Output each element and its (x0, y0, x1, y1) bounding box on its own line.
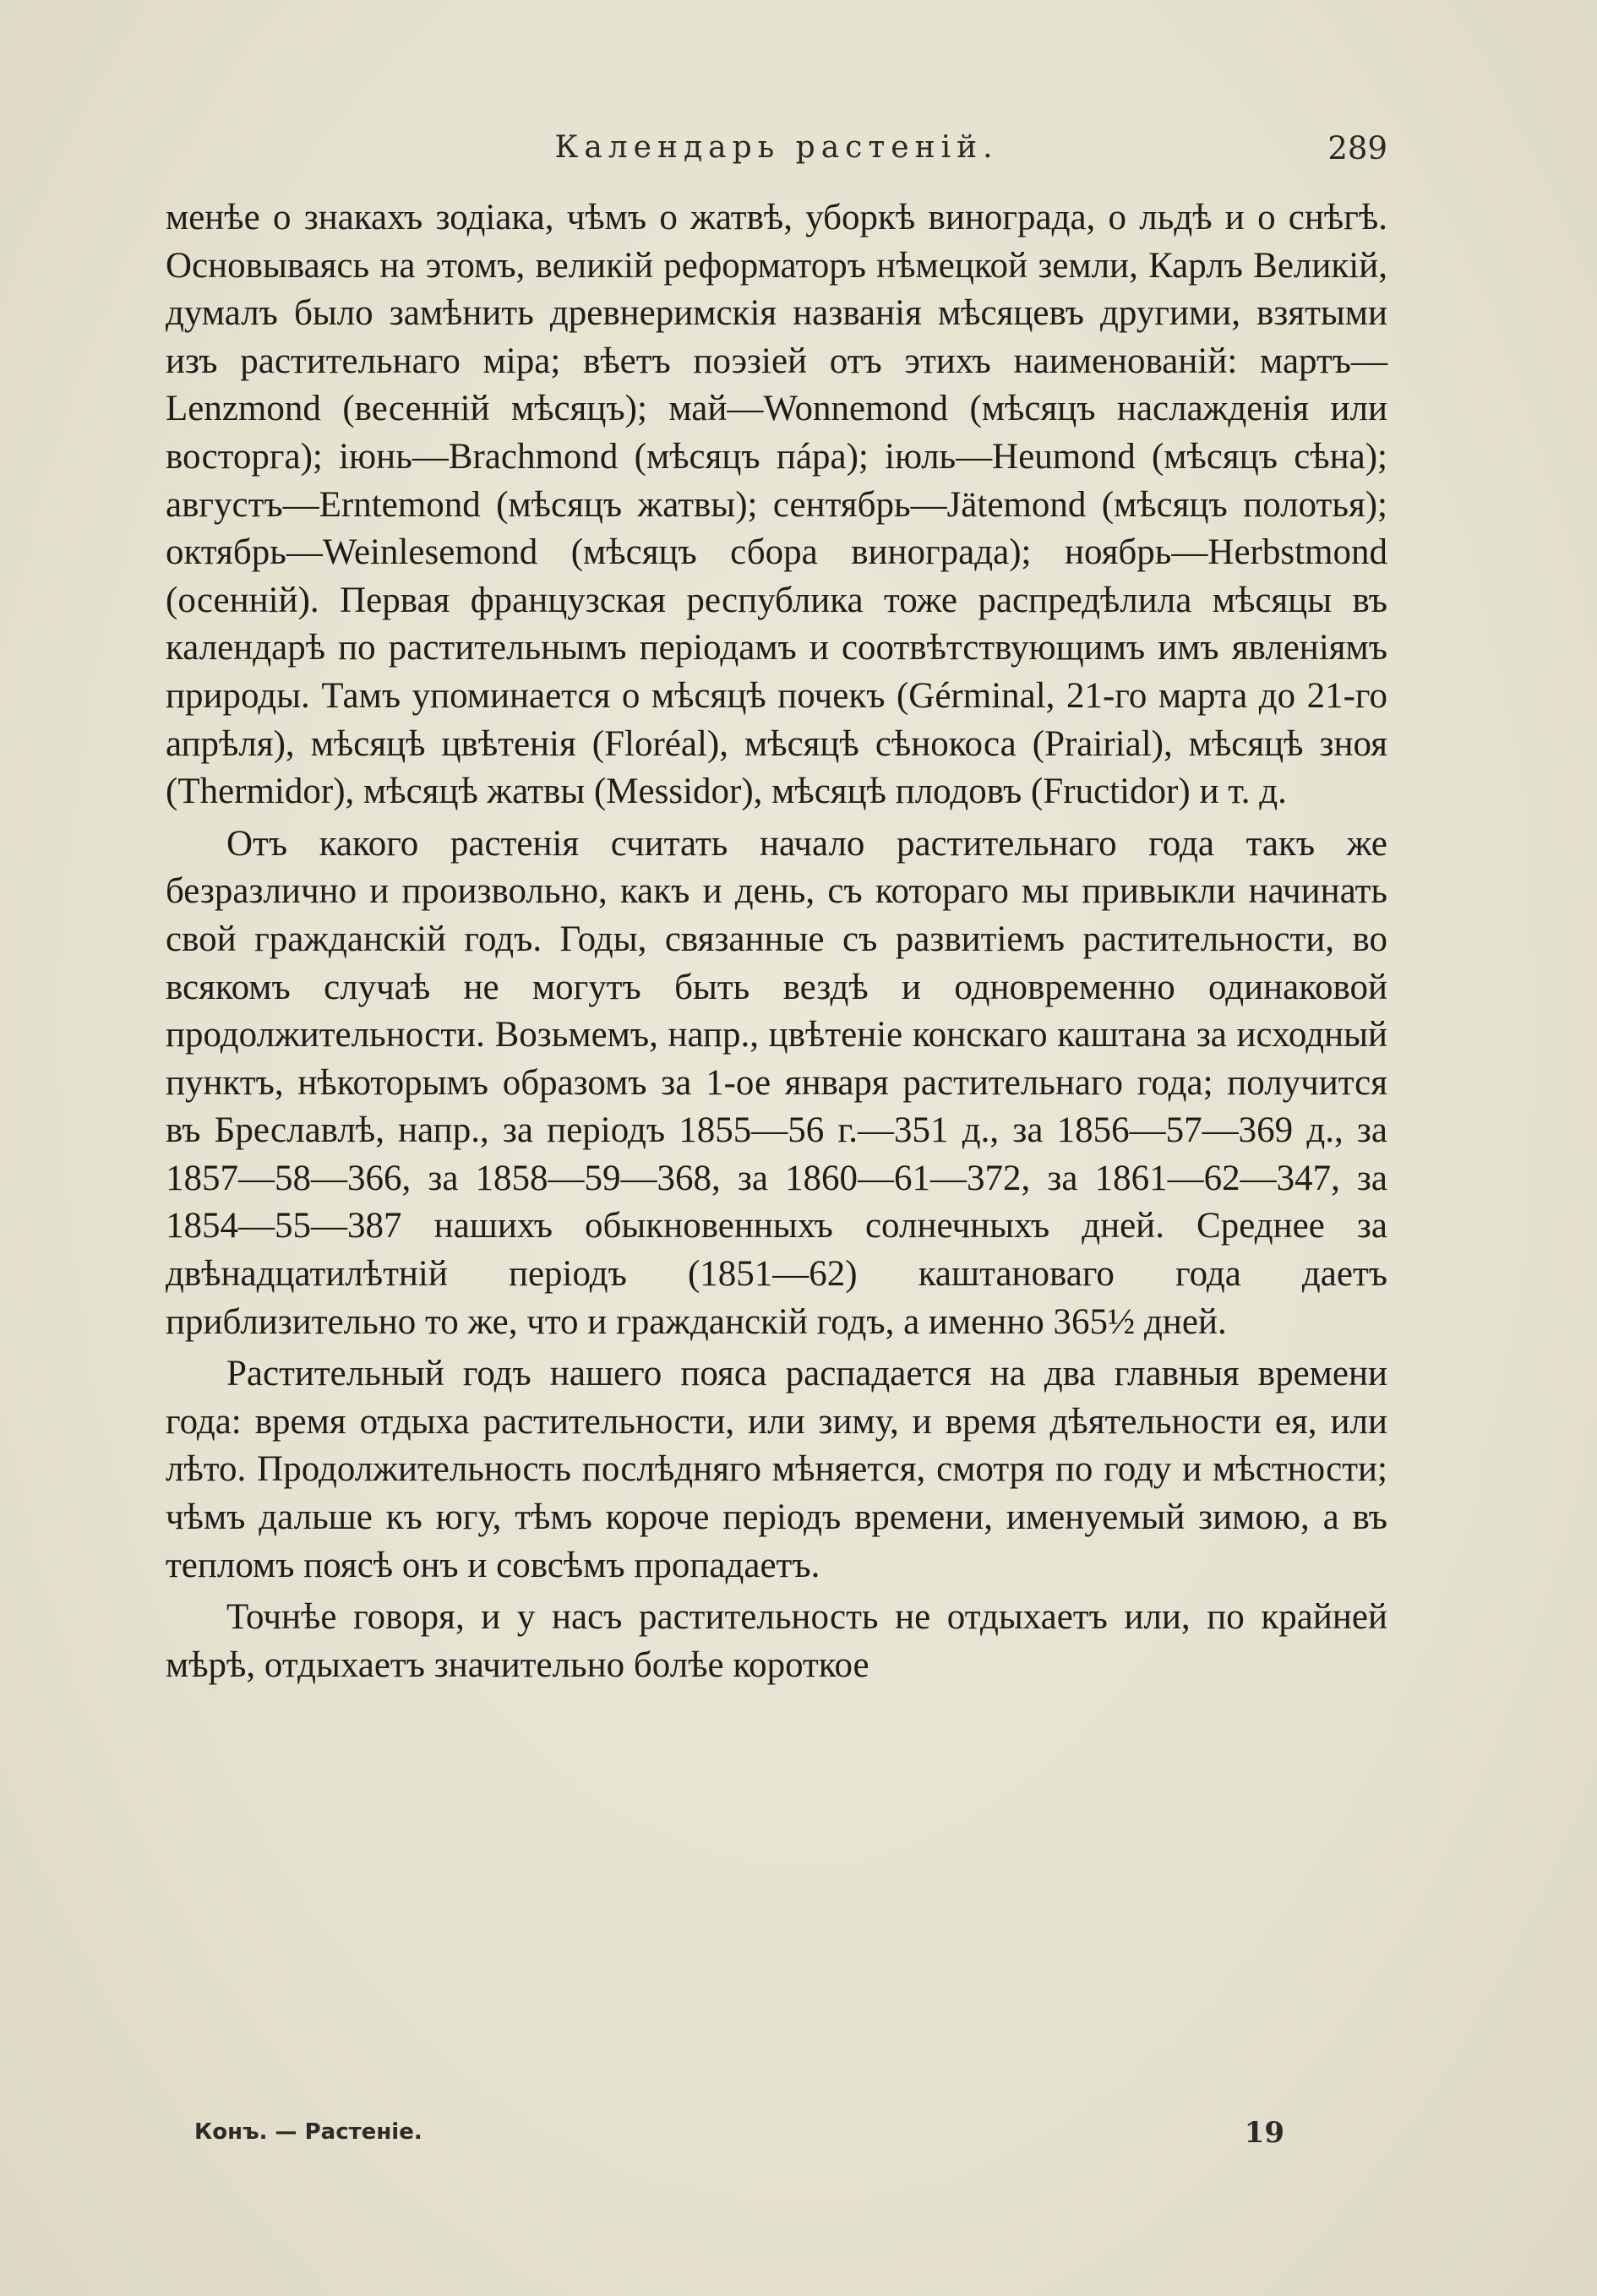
page-number: 289 (1327, 130, 1387, 166)
page-header (166, 127, 1387, 177)
running-title: Календарь растеній. (554, 130, 999, 165)
paragraph: Отъ какого растенія считать начало растительнаго года такъ же безразлично и произвольно, какъ и день, съ котораго мы привыкли начинать свой гражданскій годъ. Годы, связанные съ развитіемъ растительности, во всякомъ случаѣ не могутъ быть вездѣ и одновременно одинаковой продолжительности. Возьмемъ, напр., цвѣтеніе конскаго каштана за исходный пунктъ, нѣкоторымъ образомъ за 1-ое января растительнаго года; получится въ Бреславлѣ, напр., за періодъ 1855—56 г.—351 д., за 1856—57—369 д., за 1857—58—366, за 1858—59—368, за 1860—61—372, за 1861—62—347, за 1854—55—387 нашихъ обыкновенныхъ солнечныхъ дней. Среднее за двѣнадцатилѣтній періодъ (1851—62) каштановаго года даетъ приблизительно то же, что и гражданскій годъ, а именно 365½ дней. (166, 823, 1387, 1342)
signature-number: 19 (1244, 2116, 1284, 2150)
paragraph: Точнѣе говоря, и у насъ растительность не отдыхаетъ или, по крайней мѣрѣ, отдыхаетъ значительно болѣе короткое (166, 1597, 1387, 1685)
page-footer (194, 2116, 1284, 2162)
paragraph: Растительный годъ нашего пояса распадается на два главныя времени года: время отдыха растительности, или зиму, и время дѣятельности ея, или лѣто. Продолжительность послѣдняго мѣняется, смотря по году и мѣстности; чѣмъ дальше къ югу, тѣмъ короче періодъ времени, именуемый зимою, а въ тепломъ поясѣ онъ и совсѣмъ пропадаетъ. (166, 1354, 1387, 1585)
paragraph: менѣе о знакахъ зодіака, чѣмъ о жатвѣ, уборкѣ винограда, о льдѣ и о снѣгѣ. Основываясь на этомъ, великій реформаторъ нѣмецкой земли, Карлъ Великій, думалъ было замѣнить древнеримскія названія мѣсяцевъ другими, взятыми изъ растительнаго міра; вѣетъ поэзіей отъ этихъ наименованій: мартъ—Lenzmond (весенній мѣсяцъ); май—Wonnemond (мѣсяцъ наслажденія или восторга); іюнь—Brachmond (мѣсяцъ пáра); іюль—Heumond (мѣсяцъ сѣна); августъ—Erntemond (мѣсяцъ жатвы); сентябрь—Jätemond (мѣсяцъ полотья); октябрь—Weinlesemond (мѣсяцъ сбора винограда); ноябрь—Herbstmond (осенній). Первая французская республика тоже распредѣлила мѣсяцы въ календарѣ по растительнымъ періодамъ и соотвѣтствующимъ имъ явленіямъ природы. Тамъ упоминается о мѣсяцѣ почекъ (Gérminal, 21-го марта до 21-го апрѣля), мѣсяцѣ цвѣтенія (Floréal), мѣсяцѣ сѣнокоса (Prairial), мѣсяцѣ зноя (Thermidor), мѣсяцѣ жатвы (Messidor), мѣсяцѣ плодовъ (Fructidor) и т. д. (166, 198, 1387, 812)
signature-mark: Конъ. — Растеніе. (194, 2119, 422, 2145)
body-text (166, 194, 1387, 1689)
